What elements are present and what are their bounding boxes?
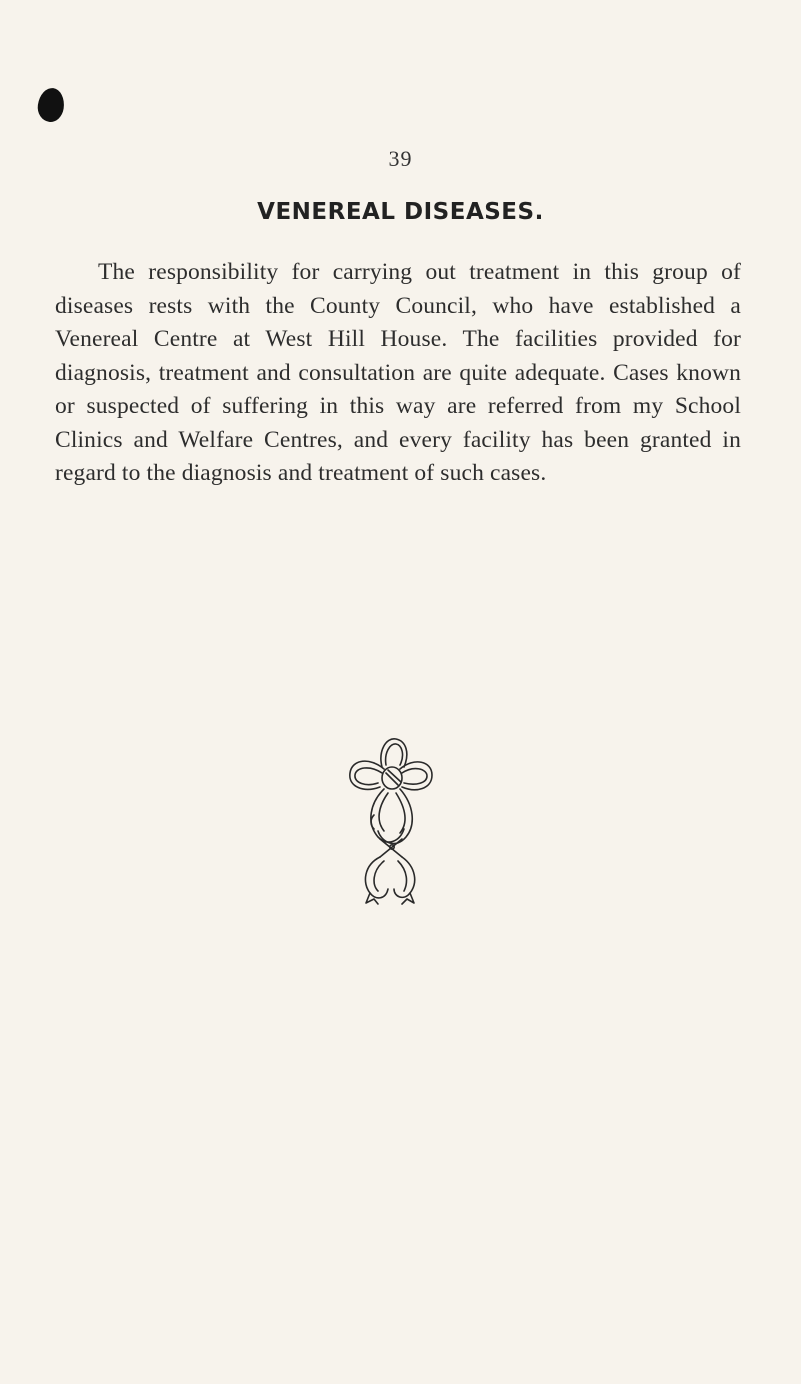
- binding-hole-mark: [36, 86, 66, 123]
- knotted-ribbon-ornament-icon: [344, 733, 436, 905]
- body-paragraph: The responsibility for carrying out treatment in this group of diseases rests with the County Council, who have established a Venereal Centre at West Hill House. The facilities provided for diagnosis, treatment and consultation are quite adequate. Cases known or suspected of suffering in this way are referred from my School Clinics and Welfare Centres, and every facility has been granted in regard to the diagnosis and treatment of such cases.: [55, 259, 741, 486]
- page-number: 39: [388, 146, 413, 171]
- section-heading: VENEREAL DISEASES.: [257, 199, 544, 225]
